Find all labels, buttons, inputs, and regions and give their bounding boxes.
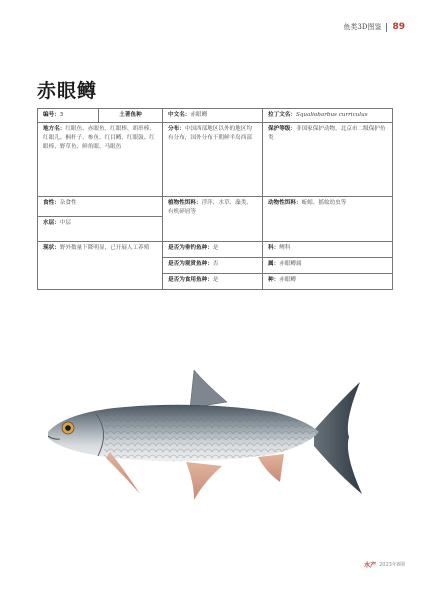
- diet-cell: 食性：杂食性: [38, 197, 163, 217]
- header-divider: [386, 23, 387, 32]
- fish-illustration: [44, 362, 384, 512]
- id-cell: 编号：3: [38, 109, 99, 123]
- native-cell: 土著鱼种: [99, 109, 163, 123]
- ornamental-cell: 是否为观赏鱼种：否: [163, 258, 263, 274]
- local-names-cell: 地方名：红眼鱼、赤眼鱼、红眼棒、胡串棒、红眼儿、桐杆子、参鱼、红目鳟、红眼鼓、红眼棒、野草鱼、鲜角眼、马眼鱼: [38, 123, 163, 197]
- tail-fin: [314, 382, 362, 494]
- fish-scales: [104, 405, 319, 461]
- page-footer: [364, 560, 405, 569]
- page-number: 89: [392, 22, 405, 32]
- plant-bait-cell: 植物性饵料：浮萍、水草、藻类、有机碎屑等: [163, 197, 263, 242]
- chinese-name-cell: 中文名：赤眼鳟: [163, 109, 263, 123]
- page-title: 赤眼鳟: [37, 80, 98, 102]
- family-cell: 科：鲤科: [263, 242, 393, 258]
- status-cell: 现状：野外数量下降明显，已开展人工养殖: [38, 242, 163, 290]
- magazine-logo: 水产: [364, 562, 377, 569]
- distribution-cell: 分布：中国西部地区以外的地区均有分布，国外分布于朝鲜半岛西部: [163, 123, 263, 197]
- genus-cell: 属：赤眼鳟属: [263, 258, 393, 274]
- species-cell: 种：赤眼鳟: [263, 274, 393, 290]
- protection-cell: 保护等级：非国家保护动物，北京市二级保护鱼类: [263, 123, 393, 197]
- edible-cell: 是否为食用鱼种：是: [163, 274, 263, 290]
- dorsal-fin: [190, 370, 227, 408]
- latin-name-cell: 拉丁文名：Squaliobarbus curriculus: [263, 109, 393, 123]
- species-info-table: [37, 108, 393, 290]
- animal-bait-cell: 动物性饵料：蚯蚓、摇蚊幼虫等: [263, 197, 393, 242]
- pelvic-fin: [186, 462, 222, 500]
- page-header: [343, 22, 405, 32]
- id-value: 3: [59, 112, 64, 118]
- table-row: [38, 109, 393, 123]
- anal-fin: [258, 454, 284, 482]
- table-row: [38, 123, 393, 197]
- issue-label: 2023年8期: [379, 562, 405, 568]
- table-row: [38, 197, 393, 217]
- book-title: 鱼类3D图鉴: [343, 23, 382, 31]
- fishing-cell: 是否为垂钓鱼种：是: [163, 242, 263, 258]
- water-layer-cell: 水层：中层: [38, 217, 163, 242]
- table-row: [38, 242, 393, 258]
